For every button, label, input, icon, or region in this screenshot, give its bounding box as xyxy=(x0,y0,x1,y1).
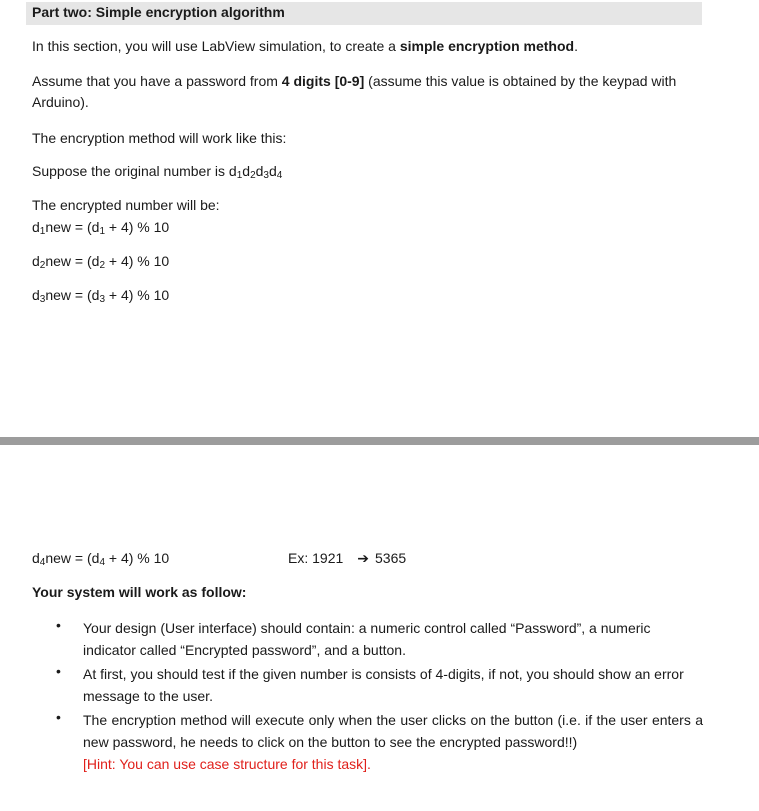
formula-d2: $d_2new = (d_2 + 4)$ % 10 xyxy=(32,253,170,271)
encrypted-intro: The encrypted number will be: xyxy=(32,197,220,213)
bullet-item-execute: The encryption method will execute only when the user clicks on the button (i.e. if the user enters a new password, he needs to click on the button to see the encrypted password!!) [Hint: You can use case structure for this task]. xyxy=(83,712,703,772)
example-line: Ex: 1921 ➔ 5365 xyxy=(288,550,407,566)
system-heading: Your system will work as follow: xyxy=(32,584,247,600)
bullet-item-test: At first, you should test if the given number is consists of 4-digits, if not, you should show an error message to the user. xyxy=(83,666,684,704)
bullet-item-design: Your design (User interface) should contain: a numeric control called “Password”, a numeric indicator called “Encrypted password”, and a button. xyxy=(83,620,651,658)
document-page-bottom xyxy=(0,445,759,811)
formula-d4: $d_4new = (d_4 + 4)$ % 10 xyxy=(32,550,170,568)
formula-d1: $d_1new = (d_1 + 4)$ % 10 xyxy=(32,219,170,237)
bullet-icon: • xyxy=(56,617,61,633)
bullet-icon: • xyxy=(56,663,61,679)
page-break-divider xyxy=(0,437,759,445)
intro-paragraph: In this section, you will use LabView simulation, to create a simple encryption method. xyxy=(32,38,578,54)
original-number-line: Suppose the original number is $d_1d_2d_3d_4$ xyxy=(32,163,283,181)
hint-text: [Hint: You can use case structure for this task]. xyxy=(83,756,371,772)
right-arrow-icon: ➔ xyxy=(357,550,369,566)
section-heading: Part two: Simple encryption algorithm xyxy=(32,4,285,20)
formula-d3: $d_3new = (d_3 + 4)$ % 10 xyxy=(32,287,170,305)
bullet-icon: • xyxy=(56,709,61,725)
assume-paragraph: Assume that you have a password from 4 digits [0-9] (assume this value is obtained by the keypad with Arduino). xyxy=(32,73,677,110)
method-intro: The encryption method will work like this: xyxy=(32,130,287,146)
